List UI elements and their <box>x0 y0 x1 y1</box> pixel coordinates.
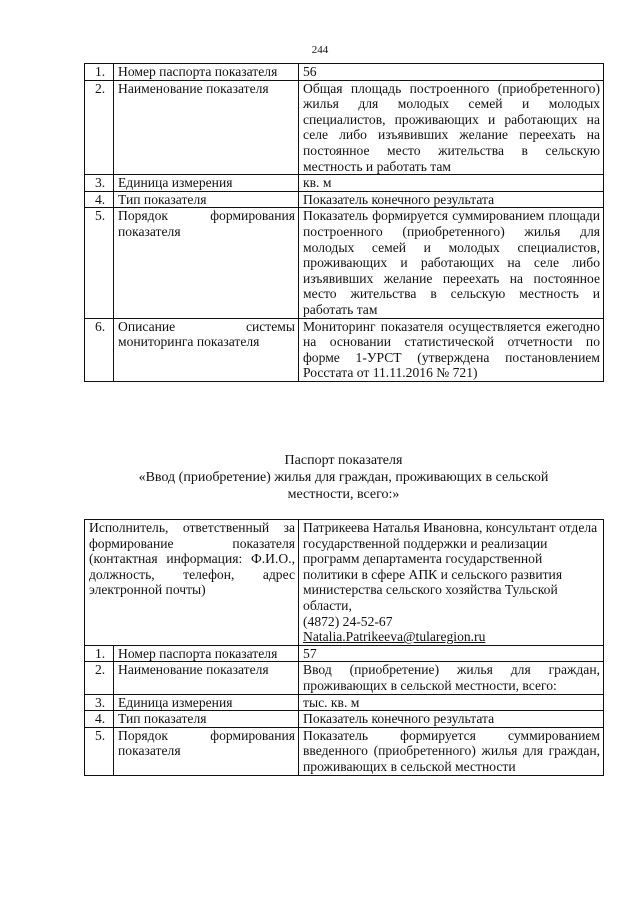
row-label: Номер паспорта показателя <box>114 645 299 662</box>
table-row <box>85 175 604 192</box>
row-value: Мониторинг показателя осуществляется ежегодно на основании статистической отчетности по форме 1-УРСТ (утверждена постановлением Росстата от 11.11.2016 № 721) <box>299 318 604 381</box>
row-number: 5. <box>85 727 114 775</box>
row-value: 57 <box>299 645 604 662</box>
executor-row <box>85 520 604 646</box>
table-row <box>85 711 604 728</box>
executor-email[interactable]: Natalia.Patrikeeva@tularegion.ru <box>303 629 486 645</box>
row-number: 6. <box>85 318 114 381</box>
row-value: кв. м <box>299 175 604 192</box>
executor-phone: (4872) 24-52-67 <box>303 613 393 629</box>
passport-subtitle-line-1: «Ввод (приобретение) жилья для граждан, проживающих в сельской <box>138 470 549 485</box>
executor-label: Исполнитель, ответственный за формирование показателя (контактная информация: Ф.И.О., должность, телефон, адрес электронной почты) <box>85 520 299 646</box>
row-value: Показатель конечного результата <box>299 711 604 728</box>
executor-value <box>299 520 604 646</box>
row-label: Наименование показателя <box>114 662 299 694</box>
row-label: Описание системы мониторинга показателя <box>114 318 299 381</box>
passport-subtitle-line-2: местности, всего:» <box>287 487 400 502</box>
row-value: Показатель формируется суммированием введенного (приобретенного) жилья для граждан, проживающих в сельской местности <box>299 727 604 775</box>
table-row <box>85 208 604 318</box>
row-number: 1. <box>85 64 114 81</box>
row-label: Порядок формирования показателя <box>114 727 299 775</box>
row-label: Тип показателя <box>114 191 299 208</box>
row-number: 3. <box>85 694 114 711</box>
row-label: Единица измерения <box>114 175 299 192</box>
row-label: Наименование показателя <box>114 80 299 175</box>
row-number: 4. <box>85 711 114 728</box>
row-label: Порядок формирования показателя <box>114 208 299 318</box>
executor-name: Патрикеева Наталья Ивановна, консультант отдела государственной поддержки и реализации программ департамента государственной политики в сфере АПК и сельского развития министерства сельского хозяйства Тульской области, <box>303 520 598 613</box>
table-row <box>85 727 604 775</box>
row-number: 2. <box>85 662 114 694</box>
row-value: тыс. кв. м <box>299 694 604 711</box>
table-row <box>85 191 604 208</box>
row-value: Показатель формируется суммированием площади построенного (приобретенного) жилья для молодых семей и молодых специалистов, проживающих и работающих на селе либо изъявивших желание переехать на постоянное место жительства в сельскую местность и работать там <box>299 208 604 318</box>
row-value: Общая площадь построенного (приобретенного) жилья для молодых семей и молодых специалистов, проживающих и работающих на селе либо изъявивших желание переехать на постоянное место жительства в сельскую местность и работать там <box>299 80 604 175</box>
row-label: Номер паспорта показателя <box>114 64 299 81</box>
row-number: 1. <box>85 645 114 662</box>
table-row <box>85 694 604 711</box>
table-row <box>85 645 604 662</box>
row-number: 5. <box>85 208 114 318</box>
row-label: Тип показателя <box>114 711 299 728</box>
page-number: 244 <box>311 44 329 56</box>
row-value: 56 <box>299 64 604 81</box>
row-value: Показатель конечного результата <box>299 191 604 208</box>
table-row <box>85 64 604 81</box>
row-label: Единица измерения <box>114 694 299 711</box>
table-row <box>85 318 604 381</box>
row-value: Ввод (приобретение) жилья для граждан, проживающих в сельской местности, всего: <box>299 662 604 694</box>
table-row <box>85 662 604 694</box>
row-number: 4. <box>85 191 114 208</box>
row-number: 2. <box>85 80 114 175</box>
indicator-passport-table-56 <box>84 63 604 382</box>
indicator-passport-table-57 <box>84 519 604 776</box>
passport-title: Паспорт показателя <box>284 453 403 468</box>
table-row <box>85 80 604 175</box>
row-number: 3. <box>85 175 114 192</box>
